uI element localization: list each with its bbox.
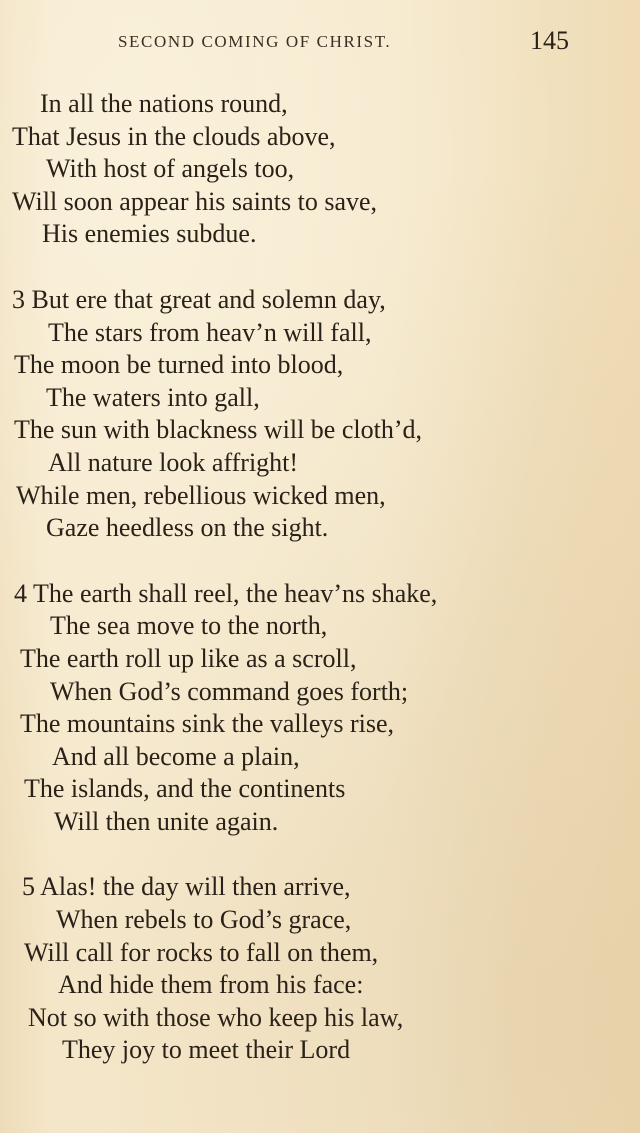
verse-line: The earth roll up like as a scroll, — [20, 643, 357, 673]
running-head: SECOND COMING OF CHRIST. — [118, 32, 392, 51]
verse-line: The mountains sink the valleys rise, — [20, 709, 395, 739]
page-number: 145 — [530, 26, 569, 55]
verse-line: That Jesus in the clouds above, — [12, 121, 336, 151]
stanza-gap — [0, 251, 640, 284]
verse-line: His enemies subdue. — [42, 219, 257, 249]
verse-line: Will then unite again. — [54, 806, 279, 836]
verse-line: They joy to meet their Lord — [62, 1035, 351, 1065]
verse-line: Will soon appear his saints to save, — [12, 186, 378, 216]
stanza-gap — [0, 545, 640, 578]
verse-line: Not so with those who keep his law, — [28, 1002, 404, 1032]
verse-line: The islands, and the continents — [24, 774, 346, 804]
verse-line: The sun with blackness will be cloth’d, — [14, 415, 422, 445]
stanza-gap — [0, 838, 640, 871]
verse-line: In all the nations round, — [40, 89, 288, 118]
verse-line: 3 But ere that great and solemn day, — [12, 284, 386, 314]
verse-line: 4 The earth shall reel, the heav’ns shake, — [14, 578, 438, 608]
verse-line: Gaze heedless on the sight. — [46, 513, 329, 543]
verse-line: Will call for rocks to fall on them, — [24, 937, 379, 967]
page-header — [0, 26, 640, 56]
verse-line: When God’s command goes forth; — [50, 676, 409, 706]
verse-line: And hide them from his face: — [58, 970, 364, 1000]
verse-line: All nature look affright! — [48, 447, 299, 477]
verse-line: The moon be turned into blood, — [14, 350, 344, 380]
hymn-text — [0, 88, 640, 1067]
verse-line: While men, rebellious wicked men, — [16, 480, 386, 510]
verse-line: 5 Alas! the day will then arrive, — [22, 872, 351, 902]
verse-line: The stars from heav’n will fall, — [48, 317, 372, 347]
verse-line: The sea move to the north, — [50, 611, 328, 641]
verse-line: And all become a plain, — [52, 741, 300, 771]
verse-line: The waters into gall, — [46, 382, 260, 412]
verse-line: When rebels to God’s grace, — [56, 905, 352, 935]
verse-line: With host of angels too, — [46, 154, 295, 184]
